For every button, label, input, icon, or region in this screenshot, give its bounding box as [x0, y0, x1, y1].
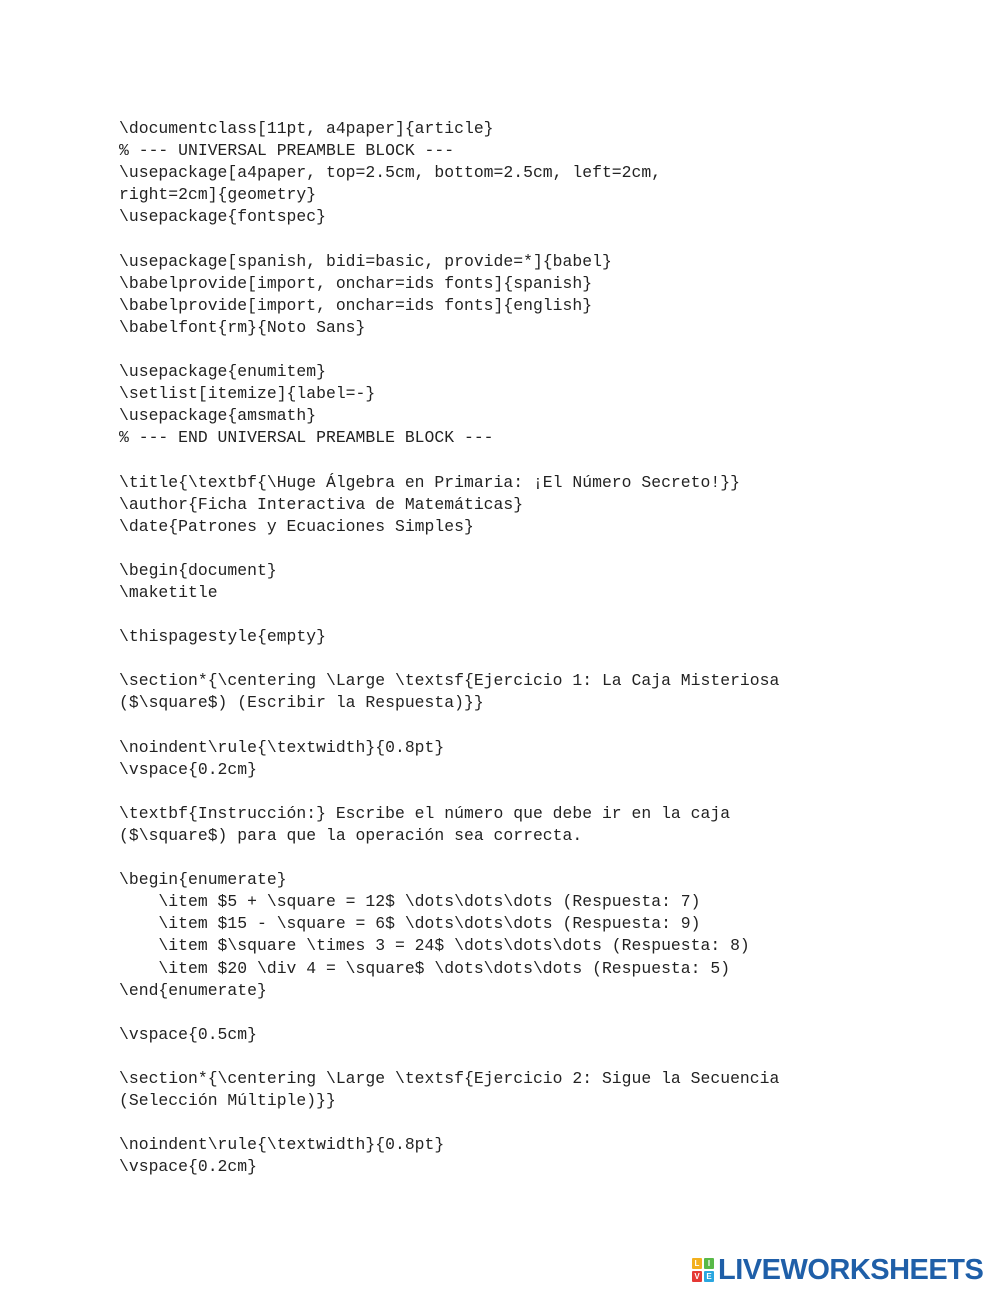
code-line: \babelprovide[import, onchar=ids fonts]{english}: [119, 295, 593, 315]
blank-line: [119, 715, 879, 737]
blank-line: [119, 1002, 879, 1024]
code-line: \thispagestyle{empty}: [119, 627, 326, 647]
blank-line: [119, 1046, 879, 1068]
code-line: \usepackage{amsmath}: [119, 406, 317, 426]
blank-line: [119, 648, 879, 670]
logo-square: I: [704, 1258, 714, 1269]
code-line: \documentclass[11pt, a4paper]{article}: [119, 119, 494, 138]
blank-line: [119, 781, 879, 803]
code-line: \begin{enumerate}: [119, 870, 287, 890]
code-line: \item $20 \div 4 = \square$ \dots\dots\dots (Respuesta: 5): [119, 958, 731, 978]
code-line: \setlist[itemize]{label=-}: [119, 384, 376, 404]
code-line: \author{Ficha Interactiva de Matemáticas}: [119, 494, 524, 514]
blank-line: [119, 339, 879, 361]
blank-line: [119, 1112, 879, 1134]
code-line: ($\square$) (Escribir la Respuesta)}}: [119, 693, 484, 713]
code-line: \begin{document}: [119, 560, 277, 580]
code-line: \item $15 - \square = 6$ \dots\dots\dots (Respuesta: 9): [119, 914, 701, 934]
code-line: \item $\square \times 3 = 24$ \dots\dots\dots (Respuesta: 8): [119, 936, 750, 956]
blank-line: [119, 847, 879, 869]
code-line: ($\square$) para que la operación sea correcta.: [119, 826, 583, 845]
code-line: \vspace{0.2cm}: [119, 759, 257, 779]
code-line: \noindent\rule{\textwidth}{0.8pt}: [119, 737, 445, 757]
logo-square: V: [692, 1271, 702, 1282]
code-line: \usepackage[spanish, bidi=basic, provide=*]{babel}: [119, 251, 612, 271]
code-line: \babelfont{rm}{Noto Sans}: [119, 317, 366, 337]
code-line: (Selección Múltiple)}}: [119, 1091, 336, 1111]
blank-line: [119, 604, 879, 626]
logo-text: LIVEWORKSHEETS: [718, 1254, 984, 1286]
code-line: \maketitle: [119, 582, 218, 602]
code-line: \vspace{0.2cm}: [119, 1157, 257, 1177]
code-line: \title{\textbf{\Huge Álgebra en Primaria: ¡El Número Secreto!}}: [119, 472, 740, 492]
code-line: \noindent\rule{\textwidth}{0.8pt}: [119, 1135, 445, 1155]
code-line: % --- UNIVERSAL PREAMBLE BLOCK ---: [119, 141, 455, 161]
liveworksheets-logo[interactable]: [692, 1256, 983, 1284]
code-line: \textbf{Instrucción:} Escribe el número que debe ir en la caja: [119, 803, 731, 823]
blank-line: [119, 449, 879, 471]
code-line: \usepackage{enumitem}: [119, 362, 326, 382]
latex-source-text: [119, 118, 879, 1179]
logo-square: L: [692, 1258, 702, 1269]
code-line: \end{enumerate}: [119, 980, 267, 1000]
code-line: \usepackage{fontspec}: [119, 207, 326, 227]
logo-mark-icon: [692, 1258, 714, 1282]
code-line: \section*{\centering \Large \textsf{Ejercicio 2: Sigue la Secuencia: [119, 1069, 780, 1089]
code-line: \item $5 + \square = 12$ \dots\dots\dots (Respuesta: 7): [119, 892, 701, 912]
code-line: right=2cm]{geometry}: [119, 185, 317, 205]
blank-line: [119, 538, 879, 560]
code-line: % --- END UNIVERSAL PREAMBLE BLOCK ---: [119, 428, 494, 448]
code-line: \section*{\centering \Large \textsf{Ejercicio 1: La Caja Misteriosa: [119, 671, 780, 691]
code-line: \usepackage[a4paper, top=2.5cm, bottom=2.5cm, left=2cm,: [119, 163, 662, 183]
code-line: \babelprovide[import, onchar=ids fonts]{spanish}: [119, 273, 593, 293]
logo-square: E: [704, 1271, 714, 1282]
blank-line: [119, 228, 879, 250]
code-line: \vspace{0.5cm}: [119, 1024, 257, 1044]
code-line: \date{Patrones y Ecuaciones Simples}: [119, 516, 474, 536]
